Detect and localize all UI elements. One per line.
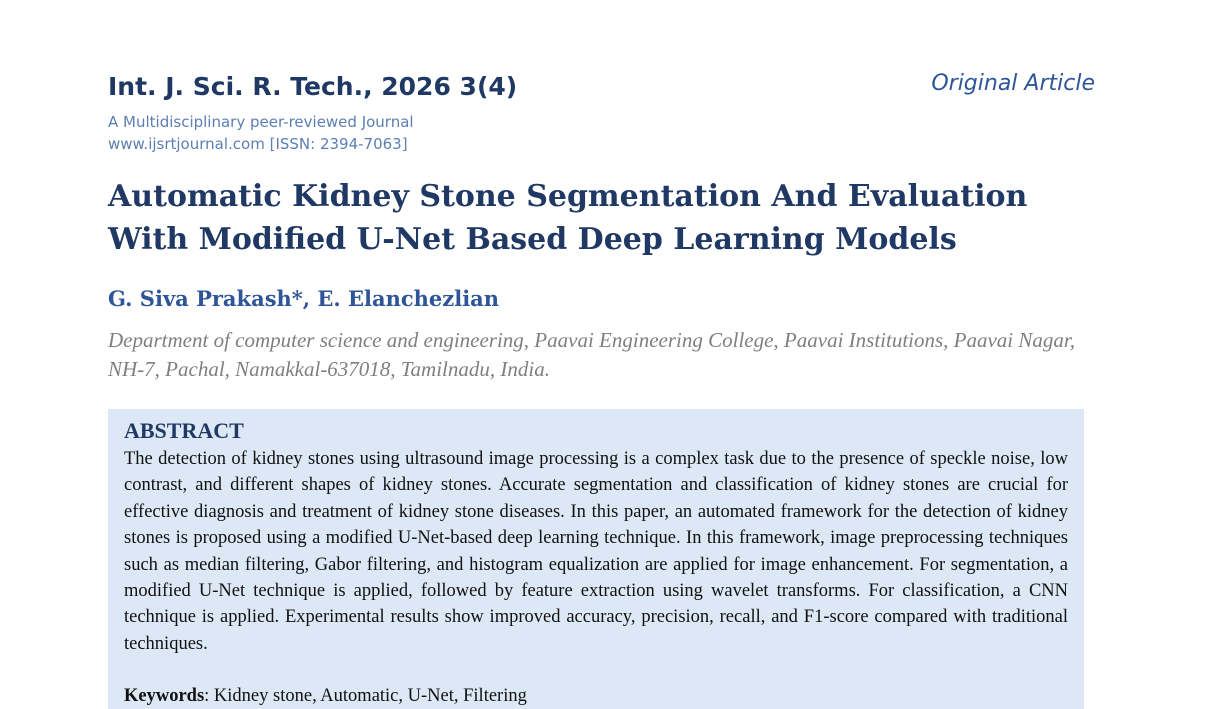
journal-website: www.ijsrtjournal.com [ISSN: 2394-7063] xyxy=(108,135,408,153)
author-list: G. Siva Prakash*, E. Elanchezlian xyxy=(108,286,500,311)
abstract-heading: ABSTRACT xyxy=(124,418,244,443)
author-affiliation: Department of computer science and engineering, Paavai Engineering College, Paavai Institutions, Paavai Nagar, NH-7, Pachal, Namakkal-637018, Tamilnadu, India. xyxy=(108,328,1075,381)
journal-tagline: A Multidisciplinary peer-reviewed Journal xyxy=(108,113,414,131)
keywords-line xyxy=(124,683,1068,709)
abstract-body: The detection of kidney stones using ultrasound image processing is a complex task due to the presence of speckle noise, low contrast, and different shapes of kidney stones. Accurate segmentation and classification of kidney stones are crucial for effective diagnosis and treatment of kidney stone diseases. In this paper, an automated framework for the detection of kidney stones is proposed using a modified U-Net-based deep learning technique. In this framework, image preprocessing techniques such as median filtering, Gabor filtering, and histogram equalization are applied for image enhancement. For segmentation, a modified U-Net technique is applied, followed by feature extraction using wavelet transforms. For classification, a CNN technique is applied. Experimental results show improved accuracy, precision, recall, and F1-score compared with traditional techniques. xyxy=(124,449,1068,654)
paper-title: Automatic Kidney Stone Segmentation And Evaluation With Modified U-Net Based Deep Learning Models xyxy=(108,179,1028,257)
keywords-label: Keywords xyxy=(124,686,205,706)
keywords-text: : Kidney stone, Automatic, U-Net, Filtering xyxy=(204,686,527,706)
article-type-label: Original Article xyxy=(931,71,1095,96)
journal-title: Int. J. Sci. R. Tech., 2026 3(4) xyxy=(108,72,518,101)
abstract-section xyxy=(108,409,1084,709)
